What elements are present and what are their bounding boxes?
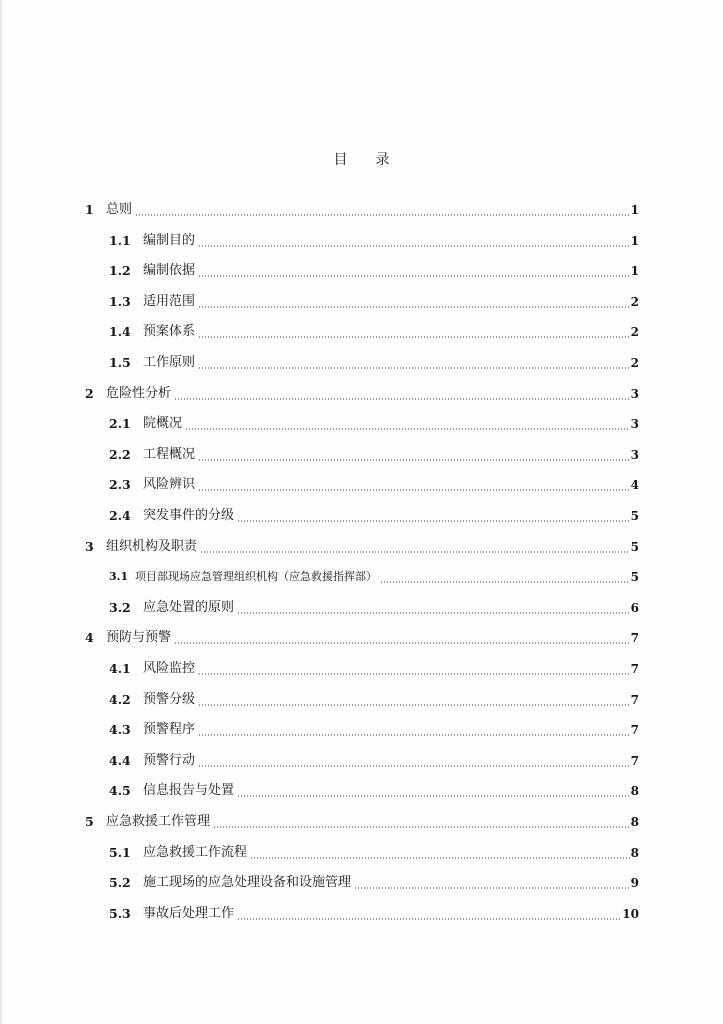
toc-entry xyxy=(0,812,723,832)
toc-entry-page: 10 xyxy=(622,906,639,921)
toc-entry-page: 3 xyxy=(630,417,639,432)
toc-entry-label: 应急救援工作流程 xyxy=(143,844,248,860)
toc-entry xyxy=(0,598,723,618)
toc-entry xyxy=(0,506,723,526)
toc-leader-dots xyxy=(198,673,630,675)
toc-entry xyxy=(0,720,723,740)
toc-entry-number: 2.2 xyxy=(109,446,131,462)
title-char-1: 目 xyxy=(333,152,348,168)
toc-entry xyxy=(0,873,723,893)
toc-leader-dots xyxy=(237,795,630,797)
toc-leader-dots xyxy=(237,918,621,920)
toc-entry xyxy=(0,353,723,373)
toc-entry xyxy=(0,904,723,924)
toc-entry-page: 2 xyxy=(630,356,639,370)
toc-entry-page: 3 xyxy=(630,386,639,401)
toc-entry-number: 5.1 xyxy=(109,844,131,860)
toc-entry-label: 信息报告与处置 xyxy=(143,783,235,799)
toc-entry-number: 5.3 xyxy=(109,905,131,921)
toc-entry-page: 1 xyxy=(630,233,639,248)
toc-entry-number: 1.1 xyxy=(109,232,131,248)
toc-entry-number: 3.1 xyxy=(109,570,129,584)
toc-entry-number: 2.1 xyxy=(109,416,131,432)
toc-leader-dots xyxy=(198,367,630,369)
toc-entry-label: 组织机构及职责 xyxy=(106,538,198,554)
title-char-2: 录 xyxy=(375,152,390,168)
toc-entry-page: 7 xyxy=(630,631,639,646)
toc-entry-number: 4.3 xyxy=(109,722,131,738)
toc-entry-page: 7 xyxy=(630,723,639,738)
toc-leader-dots xyxy=(198,734,630,736)
toc-entry-page: 7 xyxy=(630,662,639,676)
toc-entry xyxy=(0,567,723,587)
toc-entry-page: 5 xyxy=(630,570,639,585)
toc-entry-number: 4.4 xyxy=(109,752,131,768)
toc-entry-number: 4 xyxy=(85,630,94,646)
toc-entry-number: 1.4 xyxy=(109,324,131,340)
toc-leader-dots xyxy=(237,520,630,522)
toc-entry-label: 风险监控 xyxy=(143,661,196,676)
toc-leader-dots xyxy=(198,245,630,247)
toc-entry-number: 5 xyxy=(85,814,94,829)
toc-entry-page: 5 xyxy=(630,509,639,523)
toc-leader-dots xyxy=(185,428,630,430)
toc-entry-label: 危险性分析 xyxy=(106,385,172,401)
toc-entry-label: 应急处置的原则 xyxy=(143,599,235,615)
toc-entry-number: 1.5 xyxy=(109,355,131,370)
toc-entry-number: 1.2 xyxy=(109,263,131,279)
toc-leader-dots xyxy=(198,459,630,461)
toc-entry-label: 预防与预警 xyxy=(106,630,172,646)
toc-entry-page: 5 xyxy=(630,539,639,554)
toc-entry xyxy=(0,781,723,801)
toc-entry xyxy=(0,751,723,771)
toc-leader-dots xyxy=(198,489,630,491)
toc-entry xyxy=(0,628,723,648)
toc-entry-number: 3 xyxy=(85,538,94,554)
toc-leader-dots xyxy=(135,214,630,216)
toc-entry-page: 8 xyxy=(630,815,639,829)
toc-leader-dots xyxy=(198,275,630,277)
toc-entry-page: 1 xyxy=(630,264,639,279)
toc-entry-label: 应急救援工作管理 xyxy=(106,814,211,829)
toc-entry-label: 工程概况 xyxy=(143,446,196,462)
toc-entry-label: 编制目的 xyxy=(143,232,196,248)
toc-leader-dots xyxy=(354,887,630,889)
toc-entry-number: 4.1 xyxy=(109,661,131,676)
toc-entry-page: 9 xyxy=(630,876,639,891)
toc-entry-number: 1 xyxy=(85,202,94,217)
toc-leader-dots xyxy=(380,581,630,583)
toc-entry-label: 预警分级 xyxy=(143,691,196,707)
toc-entry-page: 2 xyxy=(630,325,639,340)
toc-entry-page: 4 xyxy=(630,478,639,493)
toc-entry-label: 风险辨识 xyxy=(143,477,196,493)
toc-entry-label: 工作原则 xyxy=(143,355,196,370)
toc-entry-label: 适用范围 xyxy=(143,293,196,309)
toc-leader-dots xyxy=(174,642,630,644)
toc-entry-page: 3 xyxy=(630,447,639,462)
toc-leader-dots xyxy=(198,765,630,767)
toc-entry-label: 预警行动 xyxy=(143,752,196,768)
toc-entry xyxy=(0,843,723,863)
toc-entry-label: 编制依据 xyxy=(143,263,196,279)
toc-entry-label: 施工现场的应急处理设备和设施管理 xyxy=(143,875,352,891)
toc-entry-number: 4.5 xyxy=(109,783,131,799)
toc-entry-number: 5.2 xyxy=(109,875,131,891)
toc-entry xyxy=(0,414,723,434)
toc-entry-number: 2.3 xyxy=(109,477,131,493)
toc-entry-page: 1 xyxy=(630,203,639,217)
toc-entry-number: 2 xyxy=(85,385,94,401)
toc-entry-number: 4.2 xyxy=(109,691,131,707)
toc-entry xyxy=(0,231,723,251)
toc-entry-page: 7 xyxy=(630,753,639,768)
toc-entry xyxy=(0,659,723,679)
toc-entry-page: 8 xyxy=(630,845,639,860)
toc-entry xyxy=(0,292,723,312)
toc-entry-label: 预案体系 xyxy=(143,324,196,340)
toc-entry-number: 1.3 xyxy=(109,293,131,309)
toc-entry-page: 2 xyxy=(630,294,639,309)
toc-entry-number: 2.4 xyxy=(109,508,131,523)
toc-entry-label: 突发事件的分级 xyxy=(143,508,235,523)
toc-entry-label: 事故后处理工作 xyxy=(143,905,235,921)
toc-entry-page: 7 xyxy=(630,692,639,707)
toc-leader-dots xyxy=(198,306,630,308)
toc-leader-dots xyxy=(174,398,630,400)
toc-entry-page: 6 xyxy=(630,600,639,615)
toc-entry-label: 项目部现场应急管理组织机构（应急救援指挥部） xyxy=(135,570,377,584)
toc-entry-number: 3.2 xyxy=(109,599,131,615)
toc-leader-dots xyxy=(213,826,630,828)
toc-entry xyxy=(0,261,723,281)
toc-leader-dots xyxy=(198,336,630,338)
toc-entry xyxy=(0,322,723,342)
toc-entry-label: 总则 xyxy=(106,202,133,217)
toc-entry xyxy=(0,537,723,557)
toc-entry xyxy=(0,690,723,710)
toc-entry xyxy=(0,384,723,404)
toc-entry xyxy=(0,200,723,220)
toc-leader-dots xyxy=(250,857,630,859)
toc-entry-label: 院概况 xyxy=(143,416,183,432)
toc-entry xyxy=(0,445,723,465)
toc-leader-dots xyxy=(198,704,630,706)
toc-entry-label: 预警程序 xyxy=(143,722,196,738)
toc-leader-dots xyxy=(200,551,630,553)
toc-entry-page: 8 xyxy=(630,784,639,799)
toc-entry xyxy=(0,475,723,495)
toc-leader-dots xyxy=(237,612,630,614)
